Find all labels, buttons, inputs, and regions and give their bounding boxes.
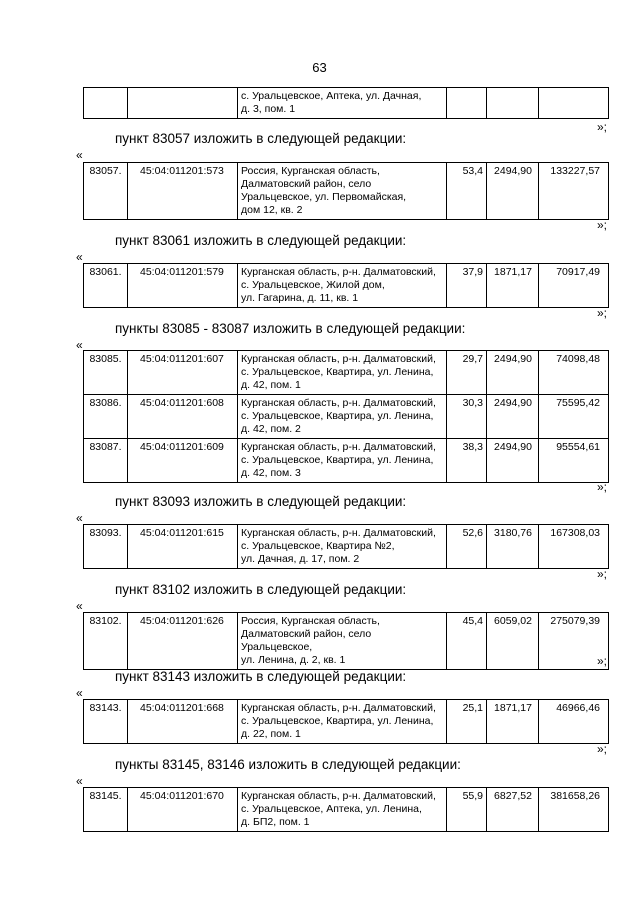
section-intro: пункт 83061 изложить в следующей редакции: [115, 233, 407, 248]
cell-total [539, 88, 609, 119]
cell-price [487, 88, 539, 119]
cell-area: 45,4 [447, 613, 487, 670]
closing-quote: »; [597, 742, 608, 756]
cell-cadastral: 45:04:011201:609 [128, 439, 238, 483]
cell-num: 83087. [84, 439, 128, 483]
cell-address: Курганская область, р-н. Далматовский, с. Уральцевское, Жилой дом, ул. Гагарина, д. 11, кв. 1 [238, 264, 447, 308]
closing-quote: »; [597, 306, 608, 320]
cell-total: 167308,03 [539, 525, 609, 569]
section-intro: пункт 83057 изложить в следующей редакции: [115, 131, 407, 146]
cell-num: 83057. [84, 163, 128, 220]
cell-area: 37,9 [447, 264, 487, 308]
cell-cadastral: 45:04:011201:607 [128, 351, 238, 395]
cell-price: 1871,17 [487, 700, 539, 744]
cell-cadastral: 45:04:011201:579 [128, 264, 238, 308]
cell-total: 275079,39 [539, 613, 609, 670]
opening-quote: « [76, 686, 83, 700]
table-row [84, 163, 609, 220]
cell-num [84, 88, 128, 119]
cell-price: 1871,17 [487, 264, 539, 308]
cell-address: Курганская область, р-н. Далматовский, с. Уральцевское, Квартира, ул. Ленина, д. 42, пом. 2 [238, 395, 447, 439]
cell-total: 74098,48 [539, 351, 609, 395]
cell-cadastral: 45:04:011201:668 [128, 700, 238, 744]
cell-area: 29,7 [447, 351, 487, 395]
opening-quote: « [76, 250, 83, 264]
section-intro: пункты 83145, 83146 изложить в следующей редакции: [115, 757, 461, 772]
closing-quote: »; [597, 654, 608, 668]
section-intro: пункт 83093 изложить в следующей редакции: [115, 494, 407, 509]
amendment-table [83, 162, 609, 220]
closing-quote: »; [597, 480, 608, 494]
table-row [84, 351, 609, 395]
opening-quote: « [76, 148, 83, 162]
table-row [84, 439, 609, 483]
cell-area: 30,3 [447, 395, 487, 439]
top-table [83, 87, 609, 119]
cell-address: Курганская область, р-н. Далматовский, с. Уральцевское, Аптека, ул. Ленина, д. БП2, пом. 1 [238, 788, 447, 832]
cell-total: 381658,26 [539, 788, 609, 832]
cell-address: Курганская область, р-н. Далматовский, с. Уральцевское, Квартира №2, ул. Дачная, д. 17, пом. 2 [238, 525, 447, 569]
cell-total: 70917,49 [539, 264, 609, 308]
cell-area: 52,6 [447, 525, 487, 569]
closing-quote: »; [597, 218, 608, 232]
table-row [84, 525, 609, 569]
table-row [84, 88, 609, 119]
amendment-table [83, 699, 609, 744]
cell-price: 2494,90 [487, 351, 539, 395]
amendment-table [83, 263, 609, 308]
cell-num: 83093. [84, 525, 128, 569]
cell-cadastral: 45:04:011201:670 [128, 788, 238, 832]
cell-price: 2494,90 [487, 439, 539, 483]
cell-num: 83061. [84, 264, 128, 308]
cell-address: Курганская область, р-н. Далматовский, с. Уральцевское, Квартира, ул. Ленина, д. 22, пом. 1 [238, 700, 447, 744]
cell-address: Курганская область, р-н. Далматовский, с. Уральцевское, Квартира, ул. Ленина, д. 42, пом. 3 [238, 439, 447, 483]
opening-quote: « [76, 599, 83, 613]
cell-area: 38,3 [447, 439, 487, 483]
closing-quote: »; [597, 120, 608, 134]
cell-address: Россия, Курганская область, Далматовский район, село Уральцевское, ул. Ленина, д. 2, кв. 1 [238, 613, 447, 670]
cell-cadastral [128, 88, 238, 119]
table-row [84, 788, 609, 832]
opening-quote: « [76, 511, 83, 525]
table-row [84, 613, 609, 670]
closing-quote: »; [597, 567, 608, 581]
cell-price: 6059,02 [487, 613, 539, 670]
cell-price: 2494,90 [487, 163, 539, 220]
cell-price: 2494,90 [487, 395, 539, 439]
section-intro: пункт 83143 изложить в следующей редакции: [115, 669, 407, 684]
cell-cadastral: 45:04:011201:615 [128, 525, 238, 569]
cell-num: 83102. [84, 613, 128, 670]
section-intro: пункт 83102 изложить в следующей редакции: [115, 582, 407, 597]
cell-price: 3180,76 [487, 525, 539, 569]
table-row [84, 264, 609, 308]
cell-num: 83143. [84, 700, 128, 744]
amendment-table [83, 612, 609, 670]
table-row [84, 395, 609, 439]
opening-quote: « [76, 774, 83, 788]
cell-price: 6827,52 [487, 788, 539, 832]
section-intro: пункты 83085 - 83087 изложить в следующей редакции: [115, 321, 466, 336]
cell-total: 95554,61 [539, 439, 609, 483]
amendment-table [83, 524, 609, 569]
cell-total: 75595,42 [539, 395, 609, 439]
opening-quote: « [76, 338, 83, 352]
cell-address: с. Уральцевское, Аптека, ул. Дачная, д. 3, пом. 1 [238, 88, 447, 119]
cell-area [447, 88, 487, 119]
cell-total: 133227,57 [539, 163, 609, 220]
page-number: 63 [312, 60, 327, 75]
cell-area: 53,4 [447, 163, 487, 220]
table-row [84, 700, 609, 744]
cell-cadastral: 45:04:011201:608 [128, 395, 238, 439]
cell-num: 83085. [84, 351, 128, 395]
amendment-table [83, 350, 609, 483]
cell-area: 55,9 [447, 788, 487, 832]
amendment-table [83, 787, 609, 832]
cell-area: 25,1 [447, 700, 487, 744]
cell-num: 83086. [84, 395, 128, 439]
cell-address: Курганская область, р-н. Далматовский, с. Уральцевское, Квартира, ул. Ленина, д. 42, пом. 1 [238, 351, 447, 395]
cell-cadastral: 45:04:011201:626 [128, 613, 238, 670]
cell-address: Россия, Курганская область, Далматовский район, село Уральцевское, ул. Первомайская, дом 12, кв. 2 [238, 163, 447, 220]
cell-num: 83145. [84, 788, 128, 832]
cell-total: 46966,46 [539, 700, 609, 744]
cell-cadastral: 45:04:011201:573 [128, 163, 238, 220]
